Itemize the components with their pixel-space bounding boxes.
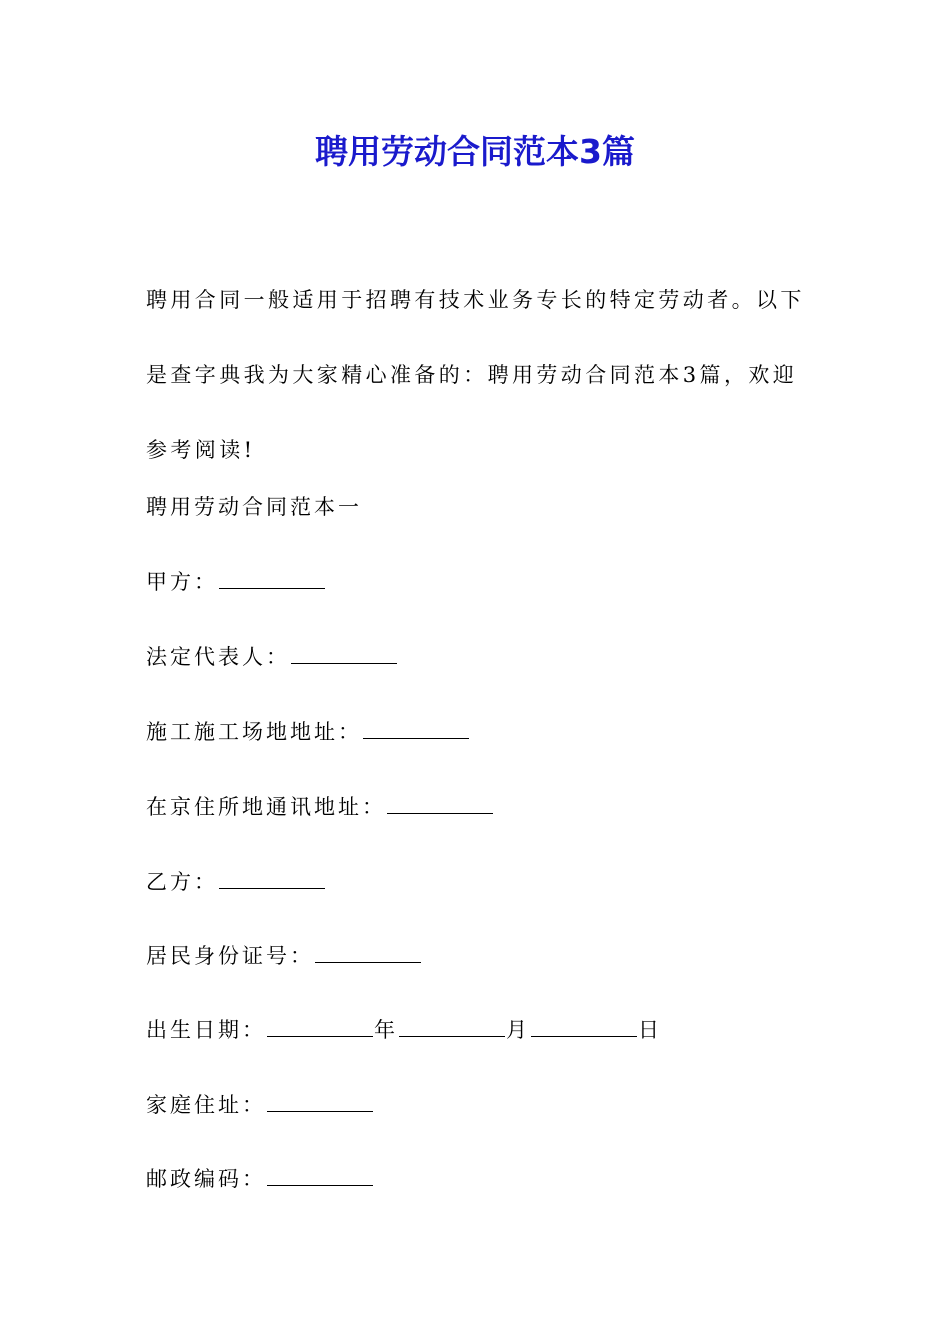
postal-code-line xyxy=(146,1164,374,1194)
party-b-label: 乙方： xyxy=(146,870,218,894)
legal-rep-line xyxy=(146,642,398,672)
year-label: 年 xyxy=(374,1018,398,1042)
id-number-line xyxy=(146,941,422,971)
beijing-address-line xyxy=(146,792,494,822)
home-address-line xyxy=(146,1090,374,1120)
beijing-address-blank xyxy=(387,793,493,814)
home-address-label: 家庭住址： xyxy=(146,1093,266,1117)
site-address-line xyxy=(146,717,470,747)
intro-line-3: 参考阅读! xyxy=(146,438,256,462)
day-label: 日 xyxy=(638,1018,662,1042)
home-address-blank xyxy=(267,1091,373,1112)
document-title: 聘用劳动合同范本3篇 xyxy=(315,132,635,171)
birth-date-line xyxy=(146,1015,662,1045)
party-a-blank xyxy=(219,568,325,589)
birth-year-blank xyxy=(267,1016,373,1037)
legal-rep-blank xyxy=(291,643,397,664)
legal-rep-label: 法定代表人： xyxy=(146,645,290,669)
section-heading: 聘用劳动合同范本一 xyxy=(146,495,362,519)
birth-day-blank xyxy=(531,1016,637,1037)
postal-code-label: 邮政编码： xyxy=(146,1167,266,1191)
site-address-blank xyxy=(363,718,469,739)
month-label: 月 xyxy=(506,1018,530,1042)
intro-line-1: 聘用合同一般适用于招聘有技术业务专长的特定劳动者。以下 xyxy=(146,288,805,312)
party-b-blank xyxy=(219,868,325,889)
party-b-line xyxy=(146,867,326,897)
site-address-label: 施工施工场地地址： xyxy=(146,720,362,744)
beijing-address-label: 在京住所地通讯地址： xyxy=(146,795,386,819)
postal-code-blank xyxy=(267,1165,373,1186)
party-a-label: 甲方： xyxy=(146,570,218,594)
intro-line-2: 是查字典我为大家精心准备的：聘用劳动合同范本3篇，欢迎 xyxy=(146,363,798,387)
id-number-label: 居民身份证号： xyxy=(146,944,314,968)
party-a-line xyxy=(146,567,326,597)
id-number-blank xyxy=(315,942,421,963)
birth-date-label: 出生日期： xyxy=(146,1018,266,1042)
intro-paragraph xyxy=(146,263,816,488)
birth-month-blank xyxy=(399,1016,505,1037)
